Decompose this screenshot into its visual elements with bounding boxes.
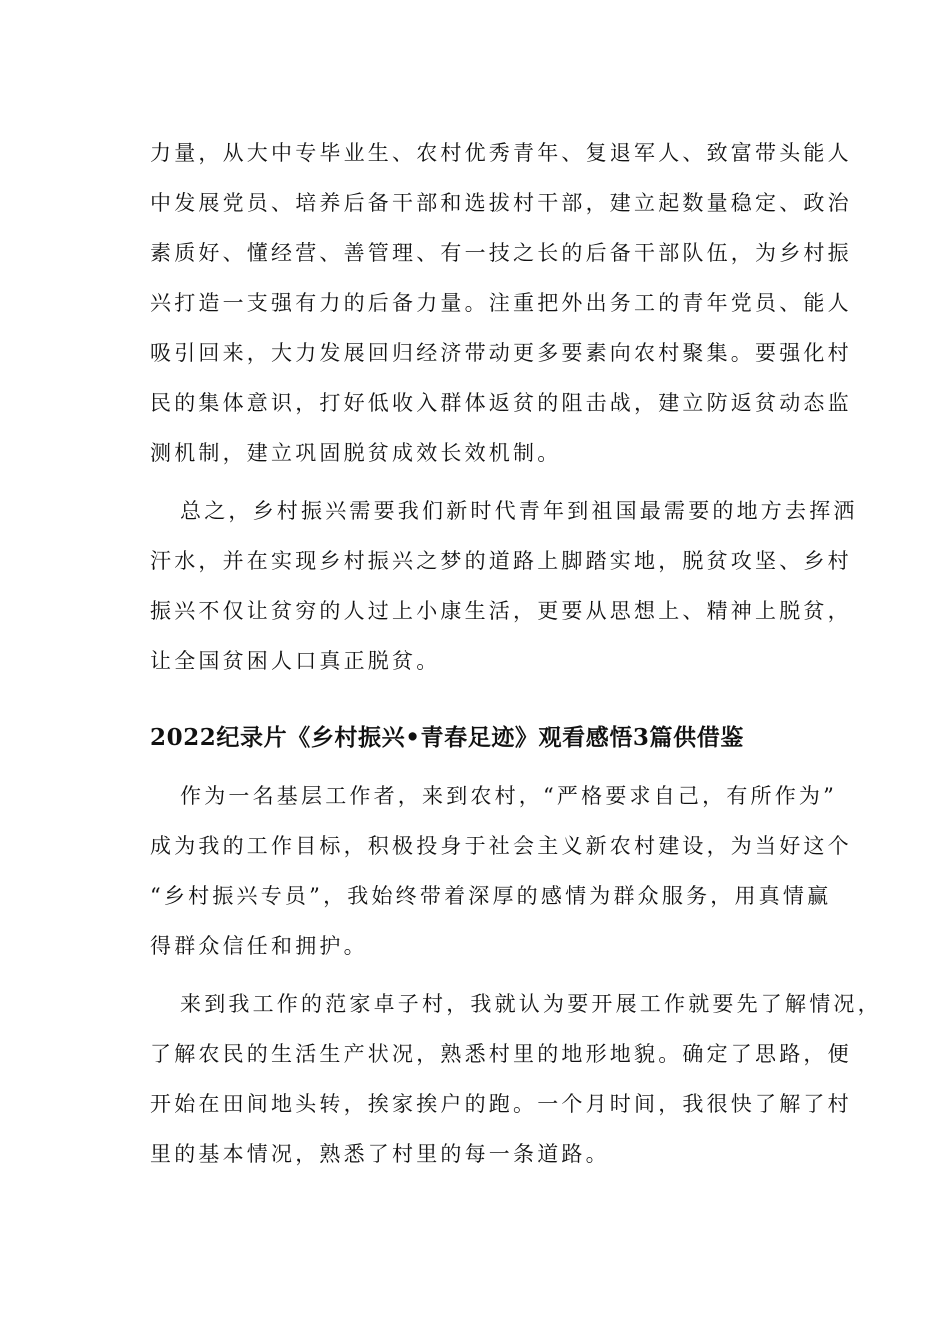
paragraph-3-line-4: 得群众信任和拥护。 bbox=[150, 934, 368, 958]
paragraph-3-line-3: “乡村振兴专员”，我始终带着深厚的感情为群众服务，用真情赢 bbox=[150, 884, 832, 908]
paragraph-4-line-2: 了解农民的生活生产状况，熟悉村里的地形地貌。确定了思路，便 bbox=[150, 1042, 852, 1066]
paragraph-3-line-1: 作为一名基层工作者，来到农村，“严格要求自己，有所作为” bbox=[180, 784, 838, 808]
paragraph-2-line-3: 振兴不仅让贫穷的人过上小康生活，更要从思想上、精神上脱贫， bbox=[150, 599, 852, 623]
paragraph-4-line-4: 里的基本情况，熟悉了村里的每一条道路。 bbox=[150, 1142, 610, 1166]
paragraph-2-line-2: 汗水，并在实现乡村振兴之梦的道路上脚踏实地，脱贫攻坚、乡村 bbox=[150, 549, 852, 573]
paragraph-2-line-1: 总之，乡村振兴需要我们新时代青年到祖国最需要的地方去挥洒 bbox=[180, 499, 858, 523]
paragraph-1-line-6: 民的集体意识，打好低收入群体返贫的阻击战，建立防返贫动态监 bbox=[150, 391, 852, 415]
paragraph-1-line-3: 素质好、懂经营、善管理、有一技之长的后备干部队伍，为乡村振 bbox=[150, 241, 852, 265]
paragraph-1-line-5: 吸引回来，大力发展回归经济带动更多要素向农村聚集。要强化村 bbox=[150, 341, 852, 365]
paragraph-1-line-2: 中发展党员、培养后备干部和选拔村干部，建立起数量稳定、政治 bbox=[150, 191, 852, 215]
section-heading: 2022纪录片《乡村振兴•青春足迹》观看感悟3篇供借鉴 bbox=[150, 724, 744, 751]
paragraph-4-line-1: 来到我工作的范家卓子村，我就认为要开展工作就要先了解情况， bbox=[180, 992, 882, 1016]
paragraph-2-line-4: 让全国贫困人口真正脱贫。 bbox=[150, 649, 441, 673]
paragraph-1-line-1: 力量，从大中专毕业生、农村优秀青年、复退军人、致富带头能人 bbox=[150, 141, 852, 165]
paragraph-3-line-2: 成为我的工作目标，积极投身于社会主义新农村建设，为当好这个 bbox=[150, 834, 852, 858]
paragraph-1-line-7: 测机制，建立巩固脱贫成效长效机制。 bbox=[150, 441, 562, 465]
paragraph-4-line-3: 开始在田间地头转，挨家挨户的跑。一个月时间，我很快了解了村 bbox=[150, 1092, 852, 1116]
paragraph-1-line-4: 兴打造一支强有力的后备力量。注重把外出务工的青年党员、能人 bbox=[150, 291, 852, 315]
